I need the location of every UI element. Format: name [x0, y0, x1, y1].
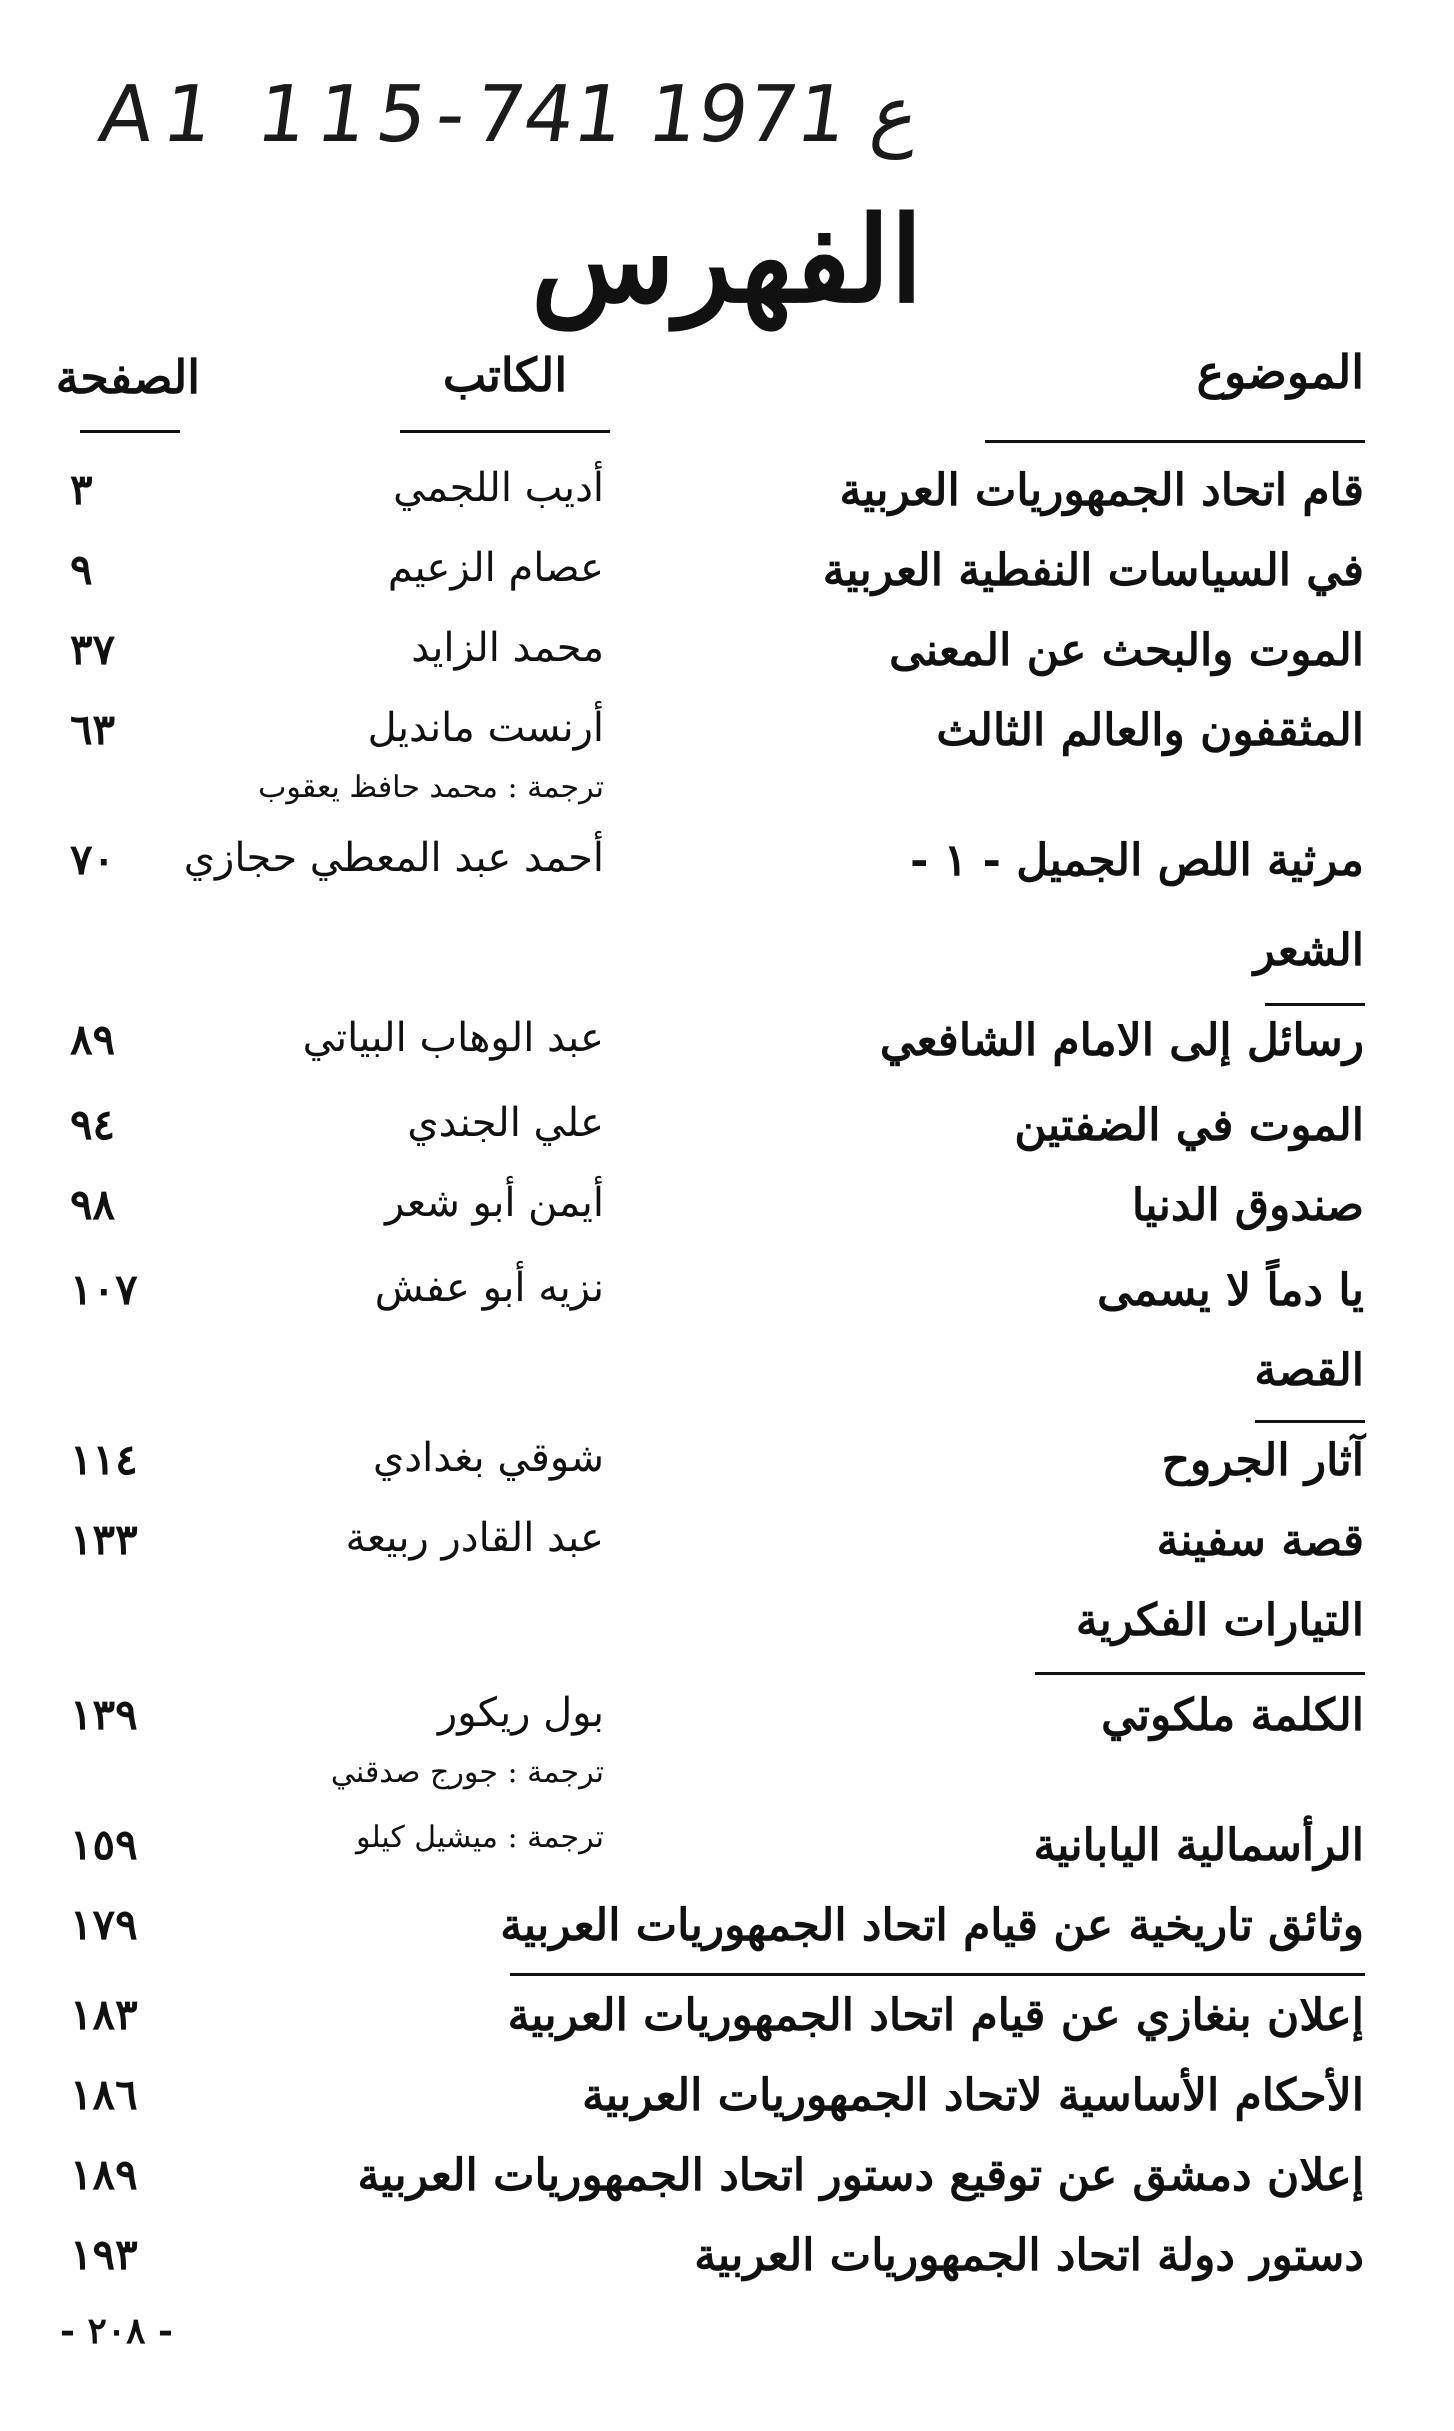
section-heading-currents: التيارات الفكرية [1075, 1595, 1364, 1646]
entry-page: ٦٣ [70, 705, 116, 754]
toc-entry [0, 1265, 1454, 1335]
author-header-rule [400, 430, 610, 433]
entry-topic: الأحكام الأساسية لاتحاد الجمهوريات العربية [582, 2070, 1364, 2121]
entry-page: ١٨٩ [70, 2150, 138, 2199]
toc-entry [0, 1015, 1454, 1085]
entry-author: محمد الزايد [411, 625, 604, 671]
entry-topic: رسائل إلى الامام الشافعي [879, 1015, 1364, 1066]
section-heading-documents: وثائق تاريخية عن قيام اتحاد الجمهوريات العربية [500, 1900, 1364, 1951]
page-header: الصفحة [55, 350, 200, 404]
entry-page: ١٥٩ [70, 1820, 138, 1869]
entry-topic: في السياسات النفطية العربية [822, 545, 1364, 596]
entry-page: ٨٩ [70, 1015, 116, 1064]
entry-topic: مرثية اللص الجميل - ١ - [910, 835, 1364, 886]
page-title: الفهرس [531, 190, 923, 329]
entry-page: ٣٧ [70, 625, 116, 674]
section-rule [1035, 1672, 1365, 1675]
entry-topic: يا دماً لا يسمى [1097, 1265, 1364, 1316]
entry-author: أديب اللجمي [393, 465, 604, 511]
entry-topic: الموت في الضفتين [1014, 1100, 1364, 1151]
toc-entry [0, 835, 1454, 905]
entry-page: ١٧٩ [70, 1900, 138, 1949]
entry-page: ١٨٣ [70, 1990, 138, 2039]
toc-entry [0, 705, 1454, 775]
entry-page: ١٨٦ [70, 2070, 138, 2119]
entry-author: علي الجندي [407, 1100, 604, 1146]
entry-page: ١١٤ [70, 1435, 138, 1484]
toc-entry [0, 1990, 1454, 2060]
entry-page: ٩ [70, 545, 93, 594]
page-number-footer: - ٢٠٨ - [60, 2310, 173, 2352]
toc-entry [0, 1180, 1454, 1250]
toc-entry [0, 1100, 1454, 1170]
entry-page: ١٩٣ [70, 2230, 138, 2279]
toc-entry [0, 2230, 1454, 2300]
entry-author: بول ريكور [437, 1690, 604, 1736]
toc-entry [0, 2150, 1454, 2220]
section-rule [1255, 1420, 1365, 1423]
entry-author: عصام الزعيم [387, 545, 604, 591]
entry-author: أرنست مانديل [367, 705, 604, 751]
entry-translator: ترجمة : محمد حافظ يعقوب [258, 770, 604, 805]
entry-topic: الكلمة ملكوتي [1101, 1690, 1364, 1741]
entry-topic: قام اتحاد الجمهوريات العربية [839, 465, 1364, 516]
toc-entry [0, 2070, 1454, 2140]
handwritten-reference: A1 115-ع 1971 741 [93, 70, 925, 160]
toc-entry [0, 465, 1454, 535]
entry-topic: صندوق الدنيا [1131, 1180, 1364, 1231]
entry-topic: إعلان بنغازي عن قيام اتحاد الجمهوريات العربية [507, 1990, 1364, 2041]
entry-topic: دستور دولة اتحاد الجمهوريات العربية [694, 2230, 1364, 2281]
toc-entry [0, 625, 1454, 695]
toc-entry [0, 545, 1454, 615]
entry-page: ٩٨ [70, 1180, 116, 1229]
entry-page: ١٠٧ [70, 1265, 138, 1314]
entry-topic: إعلان دمشق عن توقيع دستور اتحاد الجمهوريات العربية [357, 2150, 1364, 2201]
toc-entry [0, 1515, 1454, 1585]
entry-page: ٣ [70, 465, 93, 514]
entry-author: أيمن أبو شعر [384, 1180, 604, 1226]
entry-topic: آثار الجروح [1161, 1435, 1364, 1486]
page-header-rule [80, 430, 180, 433]
entry-topic: الرأسمالية اليابانية [1033, 1820, 1364, 1871]
entry-topic: المثقفون والعالم الثالث [936, 705, 1364, 756]
entry-author: شوقي بغدادي [372, 1435, 604, 1481]
entry-author: نزيه أبو عفش [374, 1265, 604, 1311]
section-heading-story: القصة [1254, 1345, 1364, 1396]
entry-author: أحمد عبد المعطي حجازي [183, 835, 604, 881]
section-heading-poetry: الشعر [1253, 925, 1364, 976]
toc-entry [0, 1690, 1454, 1760]
topic-header-rule [985, 440, 1365, 443]
entry-page: ٩٤ [70, 1100, 116, 1149]
section-rule [510, 1973, 1365, 1976]
entry-author: ترجمة : ميشيل كيلو [355, 1820, 604, 1855]
entry-topic: قصة سفينة [1156, 1515, 1364, 1566]
section-heading-documents-row [0, 1900, 1454, 1970]
entry-page: ٧٠ [70, 835, 116, 884]
toc-entry [0, 1820, 1454, 1890]
entry-page: ١٣٩ [70, 1690, 138, 1739]
entry-author: عبد القادر ربيعة [345, 1515, 604, 1561]
entry-topic: الموت والبحث عن المعنى [889, 625, 1364, 676]
entry-page: ١٣٣ [70, 1515, 138, 1564]
entry-author: عبد الوهاب البياتي [302, 1015, 604, 1061]
topic-header: الموضوع [1196, 345, 1364, 399]
section-rule [1265, 1003, 1365, 1006]
toc-entry [0, 1435, 1454, 1505]
author-header: الكاتب [442, 348, 568, 402]
entry-translator: ترجمة : جورج صدقني [330, 1755, 604, 1790]
